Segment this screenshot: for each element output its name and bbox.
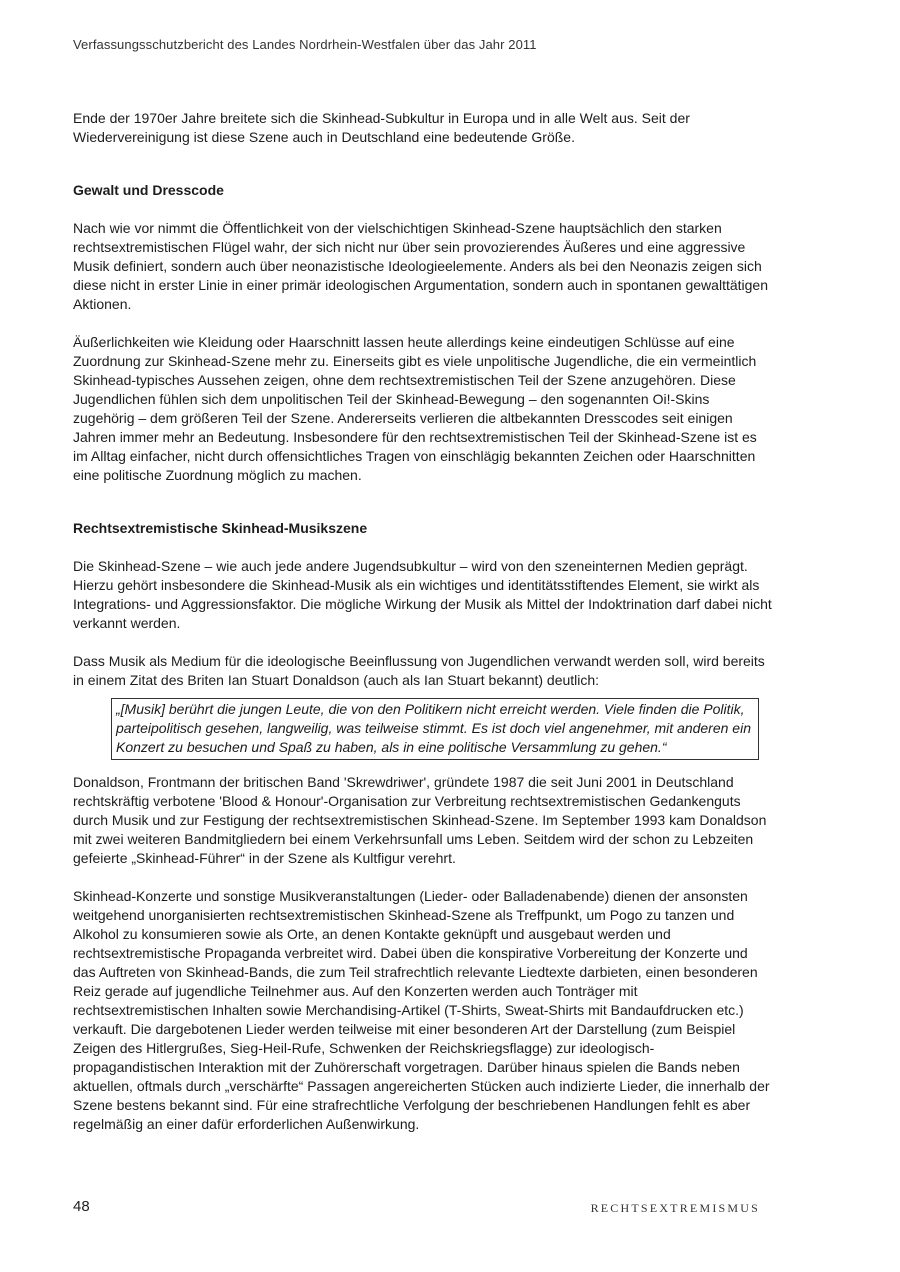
section-heading-gewalt: Gewalt und Dresscode xyxy=(73,182,224,198)
paragraph-gewalt-1: Nach wie vor nimmt die Öffentlichkeit von der vielschichtigen Skinhead-Szene hauptsächlich den starken rechtsextremistischen Flügel wahr, der sich nicht nur über sein provozierendes Äußeres und eine aggressive Musik definiert, sondern auch über neonazistische Ideologieelemente. Anders als bei den Neonazis zeigen sich diese nicht in erster Linie in einer primär ideologischen Argumentation, sondern auch in spontanen gewalttätigen Aktionen. xyxy=(73,220,768,312)
section-footer-label: RECHTSEXTREMISMUS xyxy=(590,1201,760,1215)
page-number: 48 xyxy=(73,1198,90,1215)
section-heading-musikszene: Rechtsextremistische Skinhead-Musikszene xyxy=(73,520,368,536)
page-content xyxy=(73,109,773,1134)
paragraph-gewalt-2: Äußerlichkeiten wie Kleidung oder Haarschnitt lassen heute allerdings keine eindeutigen Schlüsse auf eine Zuordnung zur Skinhead-Szene mehr zu. Einerseits gibt es viele unpolitische Jugendliche, die ein vermeintlich Skinhead-typisches Aussehen zeigen, ohne dem rechtsextremistischen Teil der Szene anzugehören. Diese Jugendlichen fühlen sich dem unpolitischen Teil der Skinhead-Bewegung – den sogenannten Oi!-Skins zugehörig – dem größeren Teil der Szene. Andererseits verlieren die altbekannten Dresscodes seit einigen Jahren immer mehr an Bedeutung. Insbesondere für den rechtsextremistischen Teil der Skinhead-Szene ist es im Alltag einfacher, nicht durch offensichtliches Tragen von einschlägig bekannten Zeichen oder Haarschnitten eine politische Zuordnung möglich zu machen. xyxy=(73,334,757,483)
intro-paragraph: Ende der 1970er Jahre breitete sich die Skinhead-Subkultur in Europa und in alle Welt aus. Seit der Wiedervereinigung ist diese Szene auch in Deutschland eine bedeutende Größe. xyxy=(73,110,690,145)
paragraph-konzerte: Skinhead-Konzerte und sonstige Musikveranstaltungen (Lieder- oder Balladenabende) dienen der ansonsten weitgehend unorganisierten rechtsextremistischen Skinhead-Szene als Treffpunkt, um Pogo zu tanzen und Alkohol zu konsumieren sowie als Orte, an denen Kontakte geknüpft und ausgebaut werden und rechtsextremistische Propaganda verbreitet wird. Dabei üben die konspirative Vorbereitung der Konzerte und das Auftreten von Skinhead-Bands, die zum Teil strafrechtlich relevante Liedtexte darbieten, einen besonderen Reiz gerade auf jugendliche Teilnehmer aus. Auf den Konzerten werden auch Tonträger mit rechtsextremistischen Inhalten sowie Merchandising-Artikel (T-Shirts, Sweat-Shirts mit Bandaufdrucken etc.) verkauft. Die dargebotenen Lieder werden teilweise mit einer besonderen Art der Darstellung (zum Beispiel Zeigen des Hitlergrußes, Sieg-Heil-Rufe, Schwenken der Reichskriegsflagge) zur ideologisch-propagandistischen Interaktion mit der Zuhörerschaft vorgetragen. Darüber hinaus spielen die Bands neben aktuellen, oftmals durch „verschärfte“ Passagen angereicherten Stücken auch indizierte Lieder, die innerhalb der Szene bestens bekannt sind. Für eine strafrechtliche Verfolgung der beschriebenen Handlungen fehlt es aber regelmäßig an einer dafür erforderlichen Außenwirkung. xyxy=(73,888,770,1132)
quote-box xyxy=(111,698,759,760)
paragraph-musik-1: Die Skinhead-Szene – wie auch jede andere Jugendsubkultur – wird von den szeneinternen Medien geprägt. Hierzu gehört insbesondere die Skinhead-Musik als ein wichtiges und identitätsstiftendes Element, sie wirkt als Integrations- und Aggressionsfaktor. Die mögliche Wirkung der Musik als Mittel der Indoktrination darf dabei nicht verkannt werden. xyxy=(73,558,772,631)
paragraph-musik-2: Dass Musik als Medium für die ideologische Beeinflussung von Jugendlichen verwandt werden soll, wird bereits in einem Zitat des Briten Ian Stuart Donaldson (auch als Ian Stuart bekannt) deutlich: xyxy=(73,653,765,688)
quote-text: „[Musik] berührt die jungen Leute, die von den Politikern nicht erreicht werden. Viele finden die Politik, parteipolitisch gesehen, langweilig, was teilweise stimmt. Es ist doch viel angenehmer, mit anderen ein Konzert zu besuchen und Spaß zu haben, als in eine politische Versammlung zu gehen.“ xyxy=(116,701,751,755)
paragraph-donaldson: Donaldson, Frontmann der britischen Band 'Skrewdriwer', gründete 1987 die seit Juni 2001 in Deutschland rechtskräftig verbotene 'Blood & Honour'-Organisation zur Verbreitung rechtsextremistischen Gedankenguts durch Musik und zur Festigung der rechtsextremistischen Skinhead-Szene. Im September 1993 kam Donaldson mit zwei weiteren Bandmitgliedern bei einem Verkehrsunfall ums Leben. Seitdem wird der schon zu Lebzeiten gefeierte „Skinhead-Führer“ in der Szene als Kultfigur verehrt. xyxy=(73,774,767,866)
running-header: Verfassungsschutzbericht des Landes Nordrhein-Westfalen über das Jahr 2011 xyxy=(73,37,537,52)
